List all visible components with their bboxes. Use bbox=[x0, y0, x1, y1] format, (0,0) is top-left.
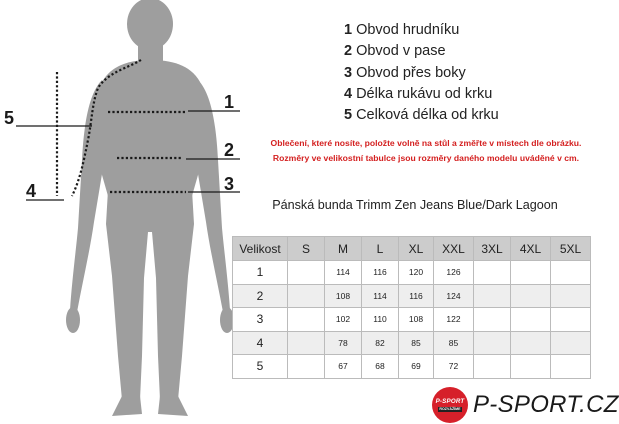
header-cell: M bbox=[325, 237, 362, 261]
table-cell bbox=[288, 308, 325, 332]
table-cell: 85 bbox=[434, 331, 474, 355]
brand-badge-subtext: ROZVÁŽÍME bbox=[439, 407, 461, 411]
product-title: Pánská bunda Trimm Zen Jeans Blue/Dark Lagoon bbox=[272, 198, 558, 212]
table-row bbox=[233, 261, 591, 285]
table-cell bbox=[288, 261, 325, 285]
table-row bbox=[233, 331, 591, 355]
table-cell bbox=[511, 331, 551, 355]
table-cell: 124 bbox=[434, 284, 474, 308]
table-cell: 116 bbox=[362, 261, 399, 285]
legend-item bbox=[344, 20, 499, 41]
table-cell bbox=[474, 308, 511, 332]
figure-label-4: 4 bbox=[26, 181, 37, 201]
header-cell: XXL bbox=[434, 237, 474, 261]
figure-label-5: 5 bbox=[4, 108, 15, 128]
header-cell: 4XL bbox=[511, 237, 551, 261]
table-cell bbox=[551, 308, 591, 332]
row-label: 2 bbox=[233, 284, 288, 308]
size-table-header bbox=[233, 237, 591, 261]
brand-logo bbox=[432, 387, 619, 423]
legend-item bbox=[344, 84, 499, 105]
table-cell: 126 bbox=[434, 261, 474, 285]
figure-label-1: 1 bbox=[224, 92, 235, 112]
table-cell: 72 bbox=[434, 355, 474, 379]
table-cell bbox=[474, 261, 511, 285]
body-silhouette bbox=[66, 0, 234, 416]
legend-number: 2 bbox=[344, 43, 353, 60]
notice-line: Oblečení, které nosíte, položte volně na stůl a změřte v místech dle obrázku. bbox=[270, 138, 582, 148]
legend-number: 4 bbox=[344, 85, 353, 102]
legend-label: Obvod hrudníku bbox=[356, 22, 460, 38]
table-cell: 78 bbox=[325, 331, 362, 355]
table-cell: 116 bbox=[399, 284, 434, 308]
table-cell: 102 bbox=[325, 308, 362, 332]
table-cell bbox=[511, 284, 551, 308]
header-cell: Velikost bbox=[233, 237, 288, 261]
table-cell: 82 bbox=[362, 331, 399, 355]
legend-number: 5 bbox=[344, 107, 353, 124]
header-cell: L bbox=[362, 237, 399, 261]
table-cell bbox=[288, 331, 325, 355]
brand-badge bbox=[432, 387, 468, 423]
notice-line: Rozměry ve velikostní tabulce jsou rozměry daného modelu uváděné v cm. bbox=[272, 152, 580, 163]
table-cell bbox=[551, 331, 591, 355]
table-cell bbox=[511, 261, 551, 285]
table-cell bbox=[511, 308, 551, 332]
table-cell: 85 bbox=[399, 331, 434, 355]
table-cell bbox=[288, 284, 325, 308]
row-label: 4 bbox=[233, 331, 288, 355]
legend-item bbox=[344, 41, 499, 62]
header-cell: 3XL bbox=[474, 237, 511, 261]
figure-label-3: 3 bbox=[224, 174, 235, 194]
table-cell: 108 bbox=[399, 308, 434, 332]
row-label: 1 bbox=[233, 261, 288, 285]
table-cell bbox=[551, 284, 591, 308]
table-cell bbox=[474, 331, 511, 355]
row-label: 3 bbox=[233, 308, 288, 332]
size-table bbox=[232, 236, 591, 379]
table-cell bbox=[474, 355, 511, 379]
measuring-notice bbox=[252, 136, 600, 165]
table-cell bbox=[474, 284, 511, 308]
legend-label: Obvod přes boky bbox=[356, 64, 466, 81]
table-row bbox=[233, 355, 591, 379]
table-cell: 110 bbox=[362, 308, 399, 332]
table-cell bbox=[551, 261, 591, 285]
table-cell: 68 bbox=[362, 355, 399, 379]
body-measurement-figure bbox=[0, 0, 240, 424]
table-cell: 114 bbox=[362, 284, 399, 308]
brand-badge-text: P-SPORT bbox=[435, 398, 465, 405]
header-cell: 5XL bbox=[551, 237, 591, 261]
table-cell bbox=[551, 355, 591, 379]
table-cell: 67 bbox=[325, 355, 362, 379]
table-cell bbox=[288, 355, 325, 379]
table-row bbox=[233, 284, 591, 308]
table-cell: 108 bbox=[325, 284, 362, 308]
brand-name: P-SPORT.CZ bbox=[473, 391, 619, 418]
table-cell: 122 bbox=[434, 308, 474, 332]
header-cell: XL bbox=[399, 237, 434, 261]
table-cell: 69 bbox=[399, 355, 434, 379]
table-cell: 114 bbox=[325, 261, 362, 285]
legend-item bbox=[344, 63, 499, 84]
table-row bbox=[233, 308, 591, 332]
legend-item bbox=[344, 105, 499, 126]
row-label: 5 bbox=[233, 355, 288, 379]
header-cell: S bbox=[288, 237, 325, 261]
legend-number: 3 bbox=[344, 64, 353, 81]
figure-label-2: 2 bbox=[224, 140, 235, 160]
table-cell bbox=[511, 355, 551, 379]
legend-label: Délka rukávu od krku bbox=[356, 85, 493, 102]
legend-label: Obvod v pase bbox=[356, 43, 446, 60]
table-cell: 120 bbox=[399, 261, 434, 285]
measurement-legend bbox=[344, 20, 499, 126]
legend-number: 1 bbox=[344, 22, 353, 38]
legend-label: Celková délka od krku bbox=[356, 107, 499, 124]
